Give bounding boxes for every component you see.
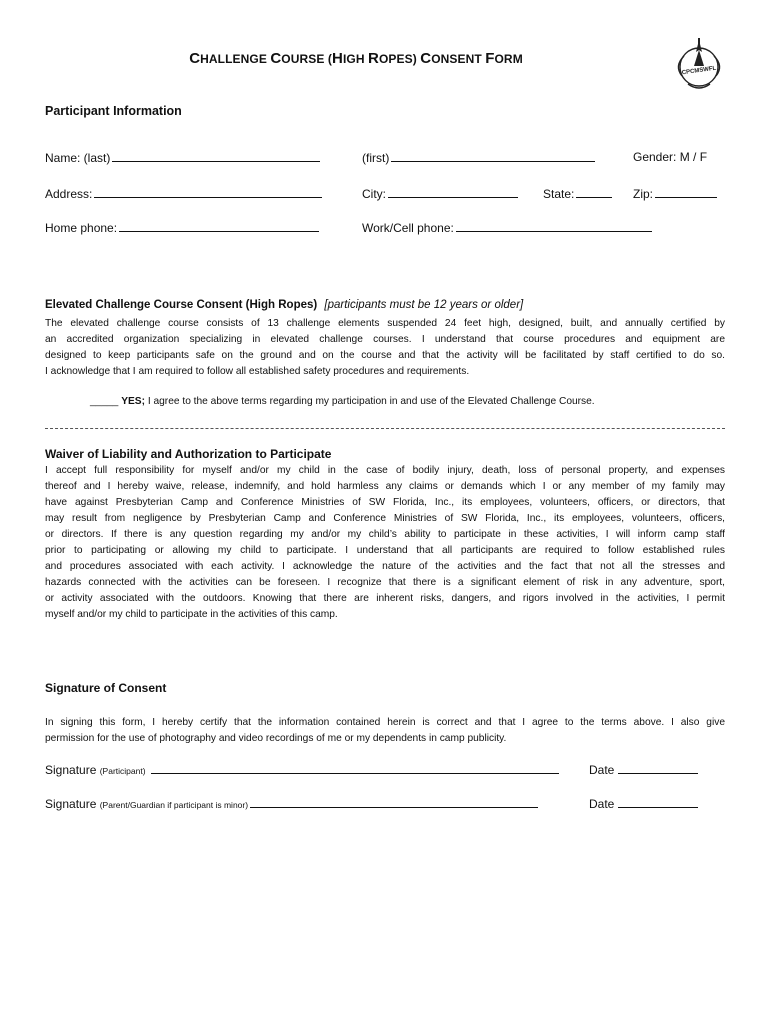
guardian-date-field[interactable] [589,796,698,811]
address-line[interactable] [94,186,322,198]
name-first-line[interactable] [391,150,595,162]
state-label: State: [543,187,575,201]
state-field[interactable] [543,186,612,201]
yes-initial-blank[interactable]: _____ [90,396,119,407]
elevated-line: designed to keep participants safe on the ground and on the course and that the activity will be facilitated by staff certified to do so. [45,350,725,361]
participant-heading: Participant Information [45,104,182,118]
home-phone-line[interactable] [119,220,319,232]
signature-paragraph [45,715,725,747]
address-label: Address: [45,187,93,201]
signature-heading: Signature of Consent [45,681,167,695]
yes-text: I agree to the above terms regarding my participation in and use of the Elevated Challenge Course. [147,396,595,407]
waiver-line: may result from negligence by Presbyterian Camp and Conference Ministries of SW Florida, Inc., its employees, volunteers, officers, [45,513,725,524]
name-last-label: Name: (last) [45,151,111,165]
date-label: Date [589,763,615,777]
participant-signature-line[interactable] [151,762,559,774]
elevated-line: an accredited organization specializing in elevated challenge courses. I understand that course procedures and equipment are [45,334,725,345]
zip-line[interactable] [655,186,717,198]
work-phone-label: Work/Cell phone: [362,221,454,235]
elevated-paragraph [45,316,725,380]
name-first-label: (first) [362,151,390,165]
waiver-line: prior to participating or allowing my child to participate. I understand that all participants are required to follow established rules [45,545,725,556]
section-divider [45,428,725,429]
address-field[interactable] [45,186,322,201]
guardian-signature-line[interactable] [250,796,538,808]
work-phone-field[interactable] [362,220,652,235]
sig1-label: Signature [45,763,97,777]
guardian-date-line[interactable] [618,796,698,808]
waiver-heading: Waiver of Liability and Authorization to Participate [45,447,332,461]
logo-text: CPCMSWFL [681,65,717,77]
sig1-sub: (Participant) [99,766,146,776]
city-line[interactable] [388,186,518,198]
elevated-age-note: [participants must be 12 years or older] [324,299,524,311]
home-phone-field[interactable] [45,220,319,235]
waiver-line: thereof and I hereby waive, release, indemnify, and hold harmless any claims or demands which I or any member of my family may [45,481,725,492]
city-field[interactable] [362,186,518,201]
waiver-line: or directors. If there is any question regarding my and/or my child’s ability to participate in these activities, I will inform camp staff [45,529,725,540]
signature-line-text: In signing this form, I hereby certify that the information contained herein is correct and that I agree to the terms above. I also give [45,717,725,728]
name-last-field[interactable] [45,150,320,165]
waiver-line: I accept full responsibility for myself and/or my child in the case of bodily injury, death, loss of personal property, and expenses [45,465,725,476]
name-first-field[interactable] [362,150,595,165]
waiver-line: myself and/or my child to participate in the activities of this camp. [45,609,338,620]
home-phone-label: Home phone: [45,221,118,235]
signature-line-text: permission for the use of photography and video recordings of me or my dependents in camp publicity. [45,733,507,744]
name-last-line[interactable] [112,150,320,162]
gender-label: Gender: M / F [633,150,708,164]
elevated-yes-row [90,396,595,407]
city-label: City: [362,187,386,201]
elevated-heading: Elevated Challenge Course Consent (High Ropes) [45,299,318,311]
elevated-line: The elevated challenge course consists of 13 challenge elements suspended 24 feet high, designed, built, and annually certified by [45,318,725,329]
work-phone-line[interactable] [456,220,652,232]
guardian-signature-field[interactable] [45,796,538,811]
participant-signature-field[interactable] [45,762,559,777]
waiver-paragraph [45,463,725,623]
waiver-line: hazards connected with the activities can be foreseen. I recognize that there is a significant element of risk in any adventure, sport, [45,577,725,588]
zip-field[interactable] [633,186,717,201]
state-line[interactable] [576,186,612,198]
elevated-line: I acknowledge that I am required to follow all established safety procedures and requirements. [45,366,470,377]
waiver-line: and procedures associated with each activity. I acknowledge the nature of the activities and the fact that not all the stresses and [45,561,725,572]
camp-logo [668,36,730,92]
sig2-label: Signature [45,797,97,811]
zip-label: Zip: [633,187,654,201]
sig2-sub: (Parent/Guardian if participant is minor) [99,800,249,810]
waiver-line: have against Presbyterian Camp and Conference Ministries of SW Florida, Inc., its employees, volunteers, officers, or directors, that [45,497,725,508]
elevated-heading-row [45,299,523,311]
gender-field[interactable] [633,150,707,164]
waiver-line: or activity associated with the outdoors. Knowing that there are inherent risks, dangers, and rigors involved in the activities, I permit [45,593,725,604]
participant-date-line[interactable] [618,762,698,774]
form-title: CHALLENGE COURSE (HIGH ROPES) CONSENT FORM [189,50,523,67]
yes-label: YES; [121,396,145,407]
date-label: Date [589,797,615,811]
participant-date-field[interactable] [589,762,698,777]
